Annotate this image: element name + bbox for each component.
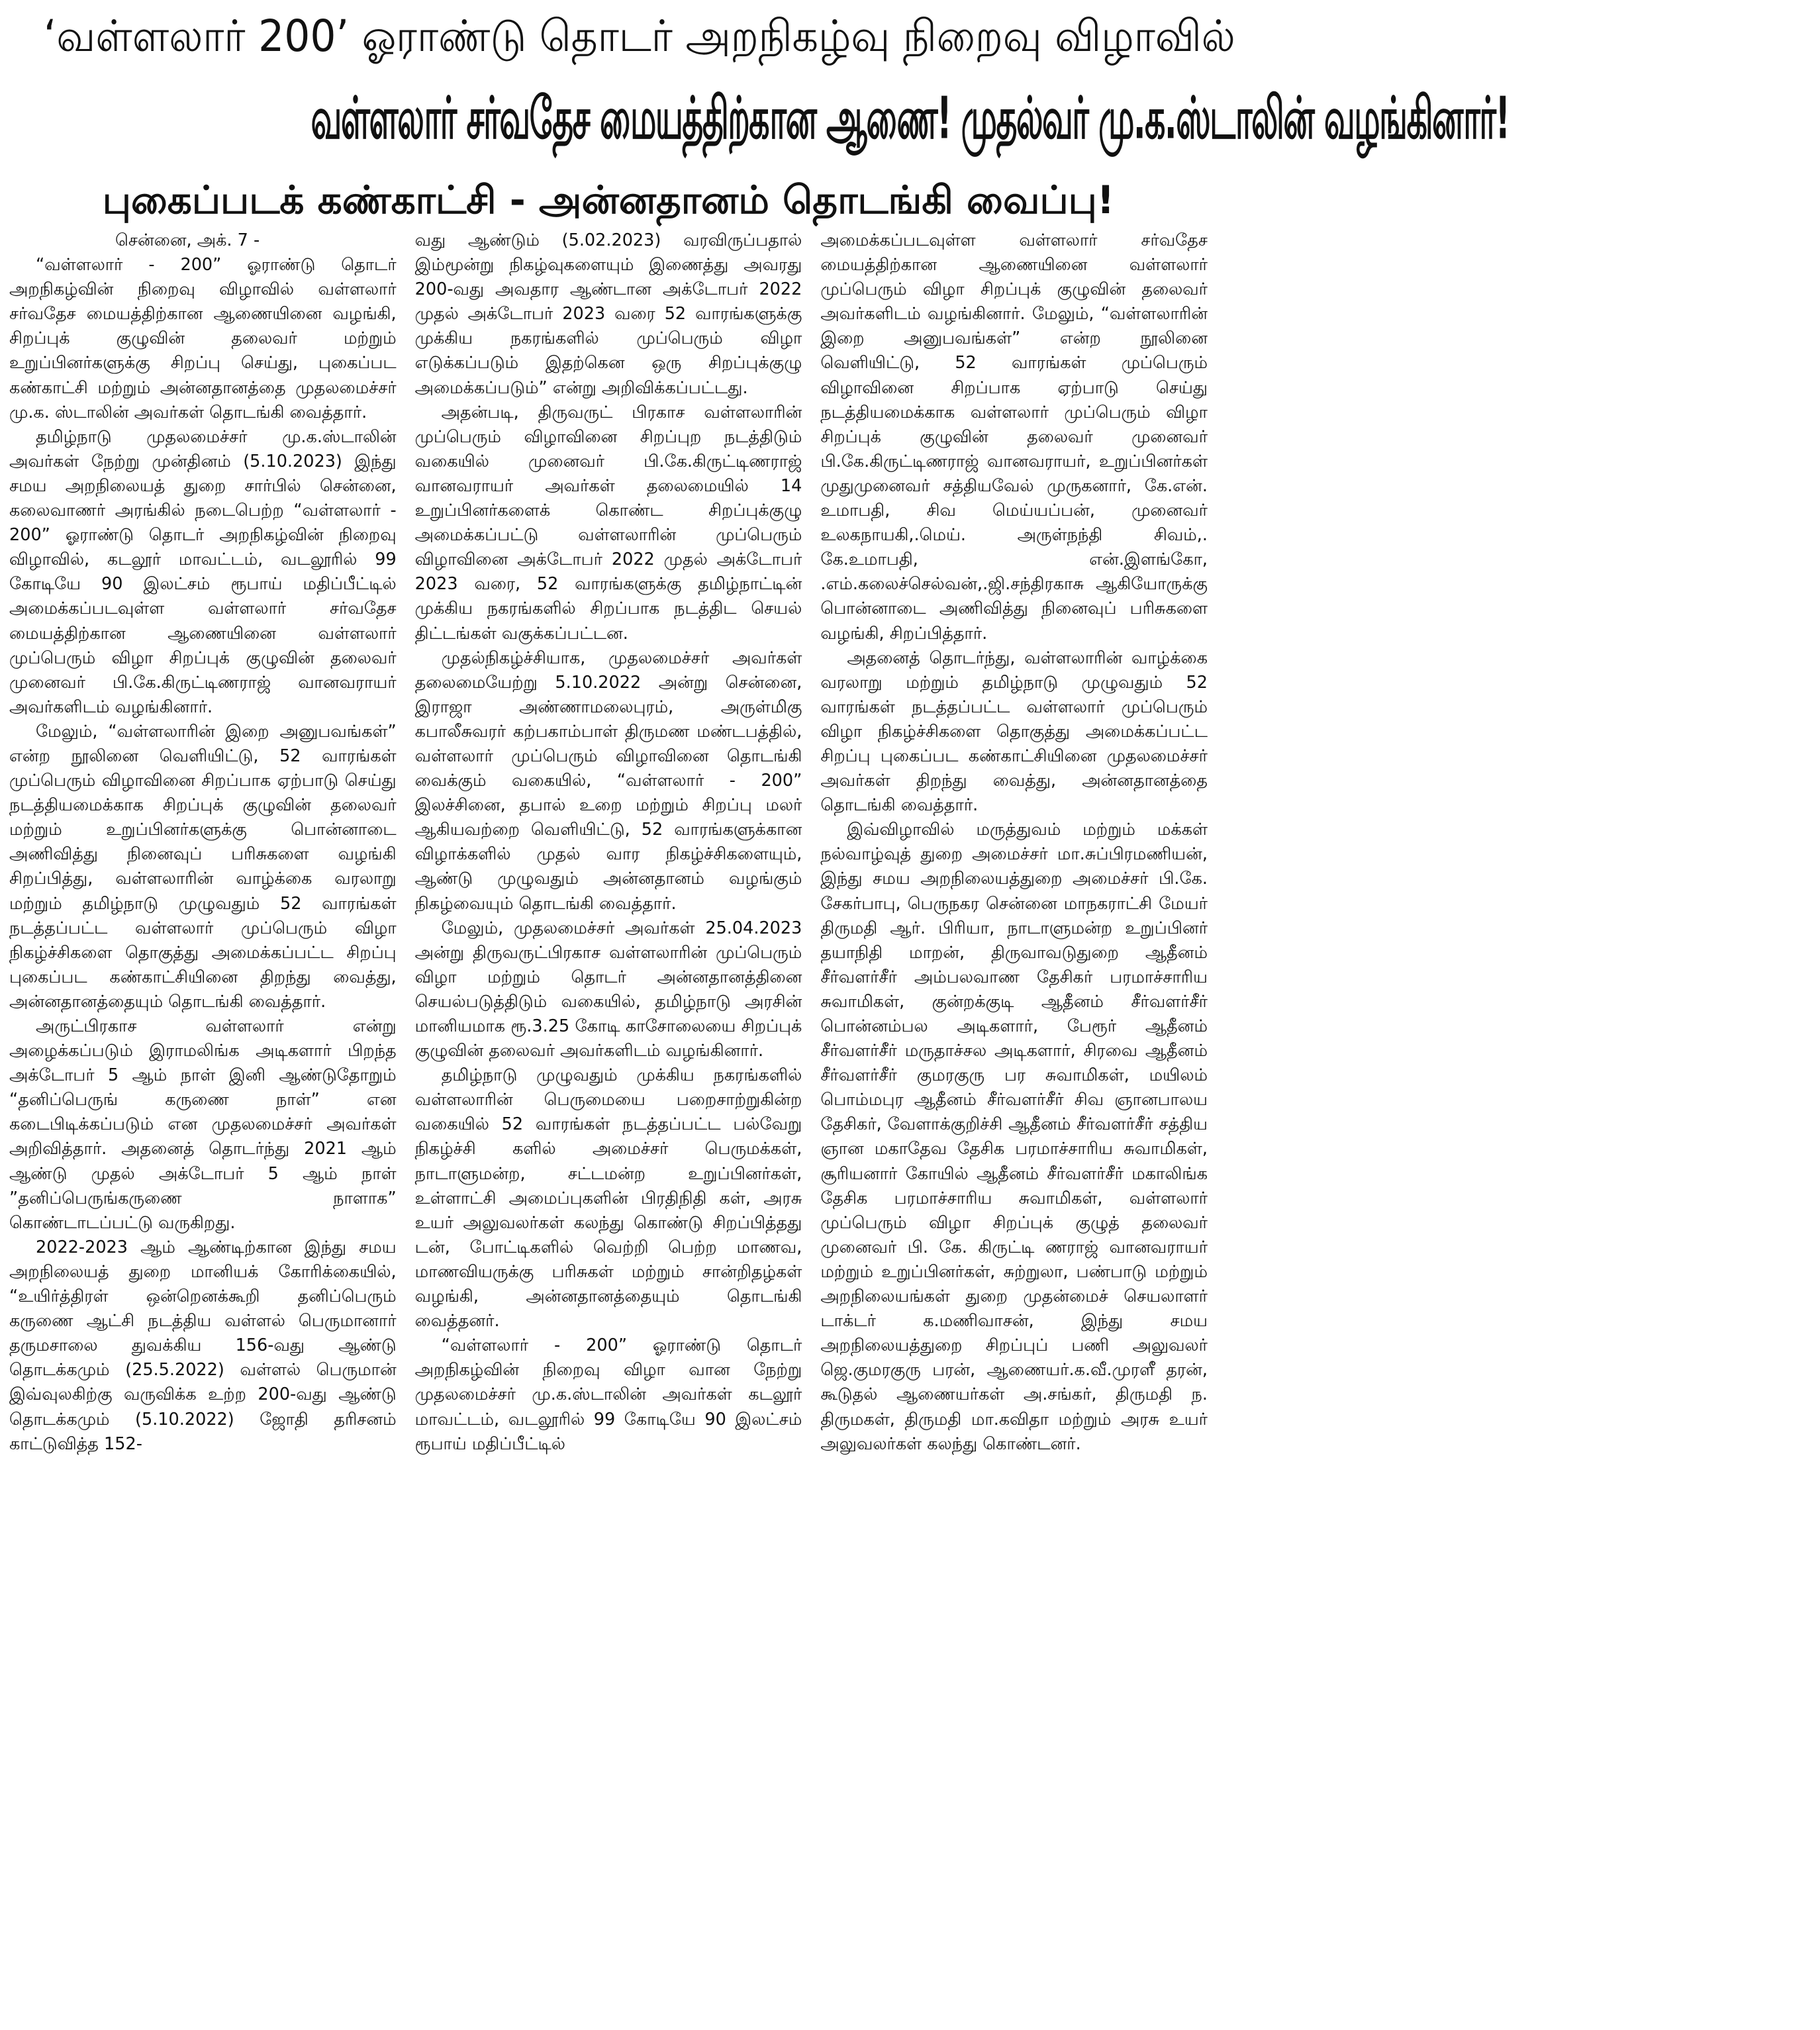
column-1 [9,228,397,2024]
paragraph: முதல்நிகழ்ச்சியாக, முதலமைச்சர் அவர்கள் தலைமையேற்று 5.10.2022 அன்று சென்னை, இராஜா அண்ணாமலைபுரம், அருள்மிகு கபாலீசுவரர் கற்பகாம்பாள் திருமண மண்டபத்தில், வள்ளலார் முப்பெரும் விழாவினை தொடங்கி வைக்கும் வகையில், “வள்ளலார் - 200” இலச்சினை, தபால் உறை மற்றும் சிறப்பு மலர் ஆகியவற்றை வெளியிட்டு, 52 வாரங்களுக்கான விழாக்களில் முதல் வார நிகழ்ச்சிகளையும், ஆண்டு முழுவதும் அன்னதானம் வழங்கும் நிகழ்வையும் தொடங்கி வைத்தார். [414,648,802,914]
column-2 [415,228,802,2024]
paragraph: “வள்ளலார் - 200” ஓராண்டு தொடர் அறநிகழ்வின் நிறைவு விழாவில் வள்ளலார் சர்வதேச மையத்திற்கான ஆணையினை வழங்கி, சிறப்புக் குழுவின் தலைவர் மற்றும் உறுப்பினர்களுக்கு சிறப்பு செய்து, புகைப்பட கண்காட்சி மற்றும் அன்னதானத்தை முதலமைச்சர் மு.க. ஸ்டாலின் அவர்கள் தொடங்கி வைத்தார். [9,255,397,422]
paragraph: “வள்ளலார் - 200” ஓராண்டு தொடர் அறநிகழ்வின் நிறைவு விழா வான நேற்று முதலமைச்சர் மு.க.ஸ்டாலின் அவர்கள் கடலூர் மாவட்டம், வடலூரில் 99 கோடியே 90 இலட்சம் ரூபாய் மதிப்பீட்டில் [414,1335,802,1454]
column-3 [820,228,1208,2024]
paragraph: மேலும், முதலமைச்சர் அவர்கள் 25.04.2023 அன்று திருவருட்பிரகாச வள்ளலாரின் முப்பெரும் விழா மற்றும் தொடர் அன்னதானத்தினை செயல்படுத்திடும் வகையில், தமிழ்நாடு அரசின் மானியமாக ரூ.3.25 கோடி காசோலையை சிறப்புக் குழுவின் தலைவர் அவர்களிடம் வழங்கினார். [414,918,802,1061]
paragraph: மேலும், “வள்ளலாரின் இறை அனுபவங்கள்” என்ற நூலினை வெளியிட்டு, 52 வாரங்கள் முப்பெரும் விழாவினை சிறப்பாக ஏற்பாடு செய்து நடத்தியமைக்காக சிறப்புக் குழுவின் தலைவர் மற்றும் உறுப்பினர்களுக்கு பொன்னாடை அணிவித்து நினைவுப் பரிசுகளை வழங்கி சிறப்பித்து, வள்ளலாரின் வாழ்க்கை வரலாறு மற்றும் தமிழ்நாடு முழுவதும் 52 வாரங்கள் நடத்தப்பட்ட வள்ளலார் முப்பெரும் விழா நிகழ்ச்சிகளை தொகுத்து அமைக்கப்பட்ட சிறப்பு புகைப்பட கண்காட்சியினை திறந்து வைத்து, அன்னதானத்தையும் தொடங்கி வைத்தார். [9,721,397,1012]
paragraph: அதனைத் தொடர்ந்து, வள்ளலாரின் வாழ்க்கை வரலாறு மற்றும் தமிழ்நாடு முழுவதும் 52 வாரங்கள் நடத்தப்பட்ட வள்ளலார் முப்பெரும் விழா நிகழ்ச்சிகளை தொகுத்து அமைக்கப்பட்ட சிறப்பு புகைப்பட கண்காட்சியினை முதலமைச்சர் அவர்கள் திறந்து வைத்து, அன்னதானத்தை தொடங்கி வைத்தார். [820,648,1208,816]
paragraph: அதன்படி, திருவருட் பிரகாச வள்ளலாரின் முப்பெரும் விழாவினை சிறப்புற நடத்திடும் வகையில் முனைவர் பி.கே.கிருட்டிணராஜ் வானவராயர் அவர்கள் தலைமையில் 14 உறுப்பினர்களைக் கொண்ட சிறப்புக்குழு அமைக்கப்பட்டு வள்ளலாரின் முப்பெரும் விழாவினை அக்டோபர் 2022 முதல் அக்டோபர் 2023 வரை, 52 வாரங்களுக்கு தமிழ்நாட்டின் முக்கிய நகரங்களில் சிறப்பாக நடத்திட செயல் திட்டங்கள் வகுக்கப்பட்டன. [414,402,802,644]
paragraph: தமிழ்நாடு முழுவதும் முக்கிய நகரங்களில் வள்ளலாரின் பெருமையை பறைசாற்றுகின்ற வகையில் 52 வாரங்கள் நடத்தப்பட்ட பல்வேறு நிகழ்ச்சி களில் அமைச்சர் பெருமக்கள், நாடாளுமன்ற, சட்டமன்ற உறுப்பினர்கள், உள்ளாட்சி அமைப்புகளின் பிரதிநிதி கள், அரசு உயர் அலுவலர்கள் கலந்து கொண்டு சிறப்பித்தது டன், போட்டிகளில் வெற்றி பெற்ற மாணவ, மாணவியருக்கு பரிசுகள் மற்றும் சான்றிதழ்கள் வழங்கி, அன்னதானத்தையும் தொடங்கி வைத்தனர். [414,1065,802,1331]
paragraph: வது ஆண்டும் (5.02.2023) வரவிருப்பதால் இம்மூன்று நிகழ்வுகளையும் இணைத்து அவரது 200-வது அவதார ஆண்டான அக்டோபர் 2022 முதல் அக்டோபர் 2023 வரை 52 வாரங்களுக்கு முக்கிய நகரங்களில் முப்பெரும் விழா எடுக்கப்படும் இதற்கென ஒரு சிறப்புக்குழு அமைக்கப்படும்” என்று அறிவிக்கப்பட்டது. [414,230,802,398]
subheadline: புகைப்படக் கண்காட்சி - அன்னதானம் தொடங்கி வைப்பு! [102,177,1115,222]
headline: வள்ளலார் சர்வதேச மையத்திற்கான ஆணை! முதல்வர் மு.க.ஸ்டாலின் வழங்கினார்! [311,85,1509,152]
dateline: சென்னை, அக். 7 - [115,230,260,250]
paragraph: இவ்விழாவில் மருத்துவம் மற்றும் மக்கள் நல்வாழ்வுத் துறை அமைச்சர் மா.சுப்பிரமணியன், இந்து சமய அறநிலையத்துறை அமைச்சர் பி.கே. சேகர்பாபு, பெருநகர சென்னை மாநகராட்சி மேயர் திருமதி ஆர். பிரியா, நாடாளுமன்ற உறுப்பினர் தயாநிதி மாறன், திருவாவடுதுறை ஆதீனம் சீர்வளர்சீர் அம்பலவாண தேசிகர் பரமாச்சாரிய சுவாமிகள், குன்றக்குடி ஆதீனம் சீர்வளர்சீர் பொன்னம்பல அடிகளார், பேரூர் ஆதீனம் சீர்வளர்சீர் மருதாச்சல அடிகளார், சிரவை ஆதீனம் சீர்வளர்சீர் குமரகுரு பர சுவாமிகள், மயிலம் பொம்மபுர ஆதீனம் சீர்வளர்சீர் சிவ ஞானபாலய தேசிகர், வேளாக்குறிச்சி ஆதீனம் சீர்வளர்சீர் சத்திய ஞான மகாதேவ தேசிக பரமாச்சாரிய சுவாமிகள், சூரியனார் கோயில் ஆதீனம் சீர்வளர்சீர் மகாலிங்க தேசிக பரமாச்சாரிய சுவாமிகள், வள்ளலார் முப்பெரும் விழா சிறப்புக் குழுத் தலைவர் முனைவர் பி. கே. கிருட்டி ணராஜ் வானவராயர் மற்றும் உறுப்பினர்கள், சுற்றுலா, பண்பாடு மற்றும் அறநிலையங்கள் துறை முதன்மைச் செயலாளர் டாக்டர் க.மணிவாசன், இந்து சமய அறநிலையத்துறை சிறப்புப் பணி அலுவலர் ஜெ.குமரகுரு பரன், ஆணையர்.க.வீ.முரளீ தரன், கூடுதல் ஆணையர்கள் அ.சங்கர், திருமதி ந. திருமகள், திருமதி மா.கவிதா மற்றும் அரசு உயர் அலுவலர்கள் கலந்து கொண்டனர். [820,820,1208,1454]
paragraph: 2022-2023 ஆம் ஆண்டிற்கான இந்து சமய அறநிலையத் துறை மானியக் கோரிக்கையில், “உயிர்த்திரள் ஒன்றெனக்கூறி தனிப்பெரும் கருணை ஆட்சி நடத்திய வள்ளல் பெருமானார் தருமசாலை துவக்கிய 156-வது ஆண்டு தொடக்கமும் (25.5.2022) வள்ளல் பெருமான் இவ்வுலகிற்கு வருவிக்க உற்ற 200-வது ஆண்டு தொடக்கமும் (5.10.2022) ஜோதி தரிசனம் காட்டுவித்த 152- [9,1237,397,1454]
paragraph: அமைக்கப்படவுள்ள வள்ளலார் சர்வதேச மையத்திற்கான ஆணையினை வள்ளலார் முப்பெரும் விழா சிறப்புக் குழுவின் தலைவர் அவர்களிடம் வழங்கினார். மேலும், “வள்ளலாரின் இறை அனுபவங்கள்” என்ற நூலினை வெளியிட்டு, 52 வாரங்கள் முப்பெரும் விழாவினை சிறப்பாக ஏற்பாடு செய்து நடத்தியமைக்காக வள்ளலார் முப்பெரும் விழா சிறப்புக் குழுவின் தலைவர் முனைவர் பி.கே.கிருட்டிணராஜ் வானவராயர், உறுப்பினர்கள் முதுமுனைவர் சத்தியவேல் முருகனார், கே.என். உமாபதி, சிவ மெய்யப்பன், முனைவர் உலகநாயகி,.மெய். அருள்நந்தி சிவம்,. கே.உமாபதி, என்.இளங்கோ, .எம்.கலைச்செல்வன்,.ஜி.சந்திரகாசு ஆகியோருக்கு பொன்னாடை அணிவித்து நினைவுப் பரிசுகளை வழங்கி, சிறப்பித்தார். [820,230,1208,644]
kicker-line: ‘வள்ளலார் 200’ ஓராண்டு தொடர் அறநிகழ்வு நிறைவு விழாவில் [43,11,1235,62]
paragraph: தமிழ்நாடு முதலமைச்சர் மு.க.ஸ்டாலின் அவர்கள் நேற்று முன்தினம் (5.10.2023) இந்து சமய அறநிலையத் துறை சார்பில் சென்னை, கலைவாணர் அரங்கில் நடைபெற்ற “வள்ளலார் - 200” ஓராண்டு தொடர் அறநிகழ்வின் நிறைவு விழாவில், கடலூர் மாவட்டம், வடலூரில் 99 கோடியே 90 இலட்சம் ரூபாய் மதிப்பீட்டில் அமைக்கப்படவுள்ள வள்ளலார் சர்வதேச மையத்திற்கான ஆணையினை வள்ளலார் முப்பெரும் விழா சிறப்புக் குழுவின் தலைவர் முனைவர் பி.கே.கிருட்டிணராஜ் வானவராயர் அவர்களிடம் வழங்கினார். [9,426,397,717]
article-body [9,228,1208,2024]
paragraph: அருட்பிரகாச வள்ளலார் என்று அழைக்கப்படும் இராமலிங்க அடிகளார் பிறந்த அக்டோபர் 5 ஆம் நாள் இனி ஆண்டுதோறும் “தனிப்பெருங் கருணை நாள்” என கடைபிடிக்கப்படும் என முதலமைச்சர் அவர்கள் அறிவித்தார். அதனைத் தொடர்ந்து 2021 ஆம் ஆண்டு முதல் அக்டோபர் 5 ஆம் நாள் ”தனிப்பெருங்கருணை நாளாக” கொண்டாடப்பட்டு வருகிறது. [9,1016,397,1233]
